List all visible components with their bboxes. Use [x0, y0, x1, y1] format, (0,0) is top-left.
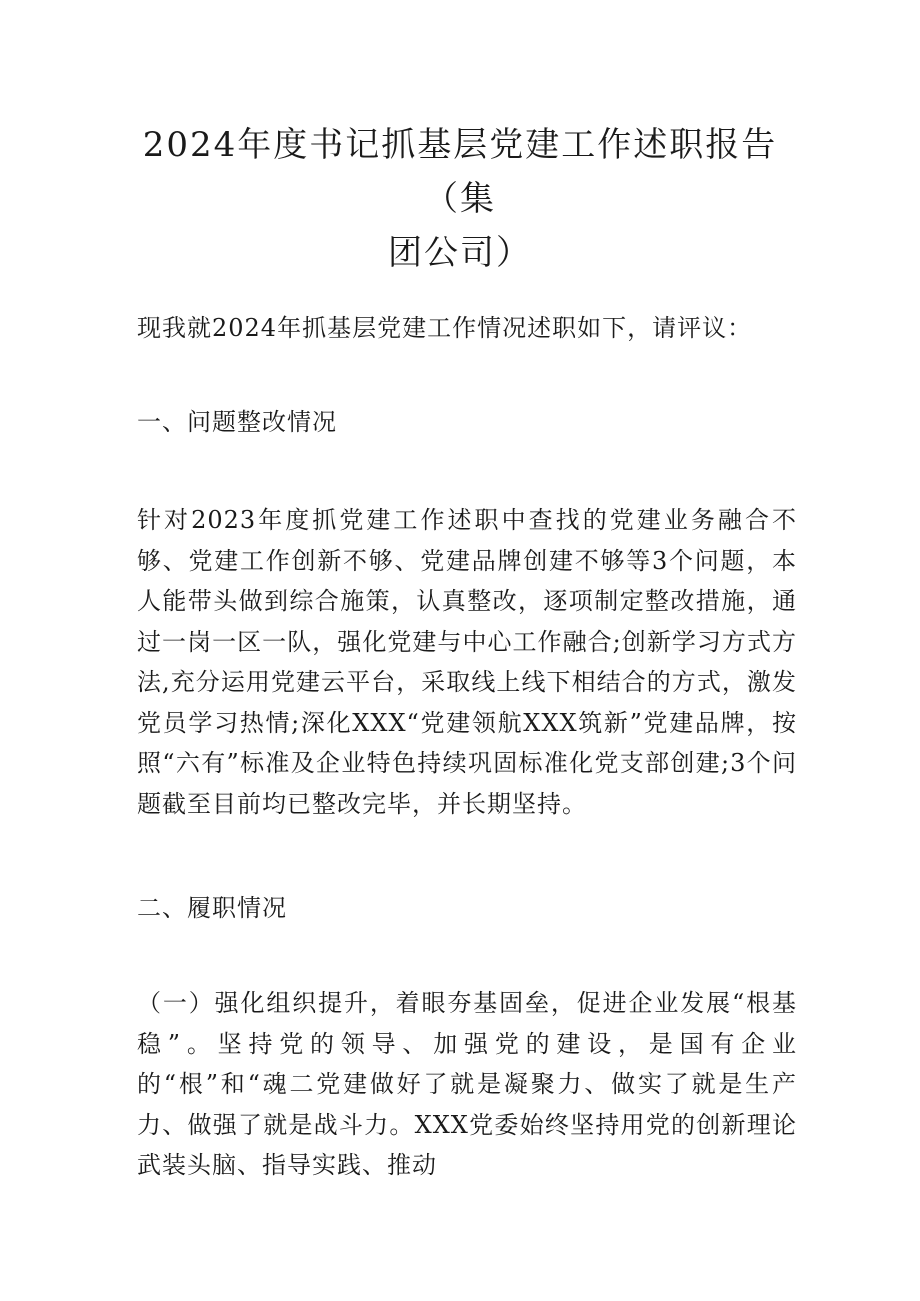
section-2-subsection-1: （一）强化组织提升，着眼夯基固垒，促进企业发展“根基稳”。坚持党的领导、加强党的建设，是国有企业的“根”和“魂二党建做好了就是凝聚力、做实了就是生产力、做强了就是战斗力。XXX党委始终坚持用党的创新理论武装头脑、指导实践、推动 — [137, 989, 797, 1179]
document-title — [120, 118, 800, 280]
section-1-heading: 一、问题整改情况 — [137, 408, 337, 436]
section-1-body: 针对2023年度抓党建工作述职中查找的党建业务融合不够、党建工作创新不够、党建品牌创建不够等3个问题，本人能带头做到综合施策，认真整改，逐项制定整改措施，通过一岗一区一队，强化党建与中心工作融合;创新学习方式方法,充分运用党建云平台，采取线上线下相结合的方式，激发党员学习热情;深化XXX“党建领航XXX筑新”党建品牌，按照“六有”标准及企业特色持续巩固标准化党支部创建;3个问题截至目前均已整改完毕，并长期坚持。 — [137, 506, 797, 818]
section-2-heading: 二、履职情况 — [137, 894, 287, 922]
title-line-2: 团公司） — [388, 233, 532, 273]
title-line-1: 2024年度书记抓基层党建工作述职报告（集 — [142, 125, 778, 219]
intro-paragraph: 现我就2024年抓基层党建工作情况述职如下，请评议： — [137, 314, 753, 342]
